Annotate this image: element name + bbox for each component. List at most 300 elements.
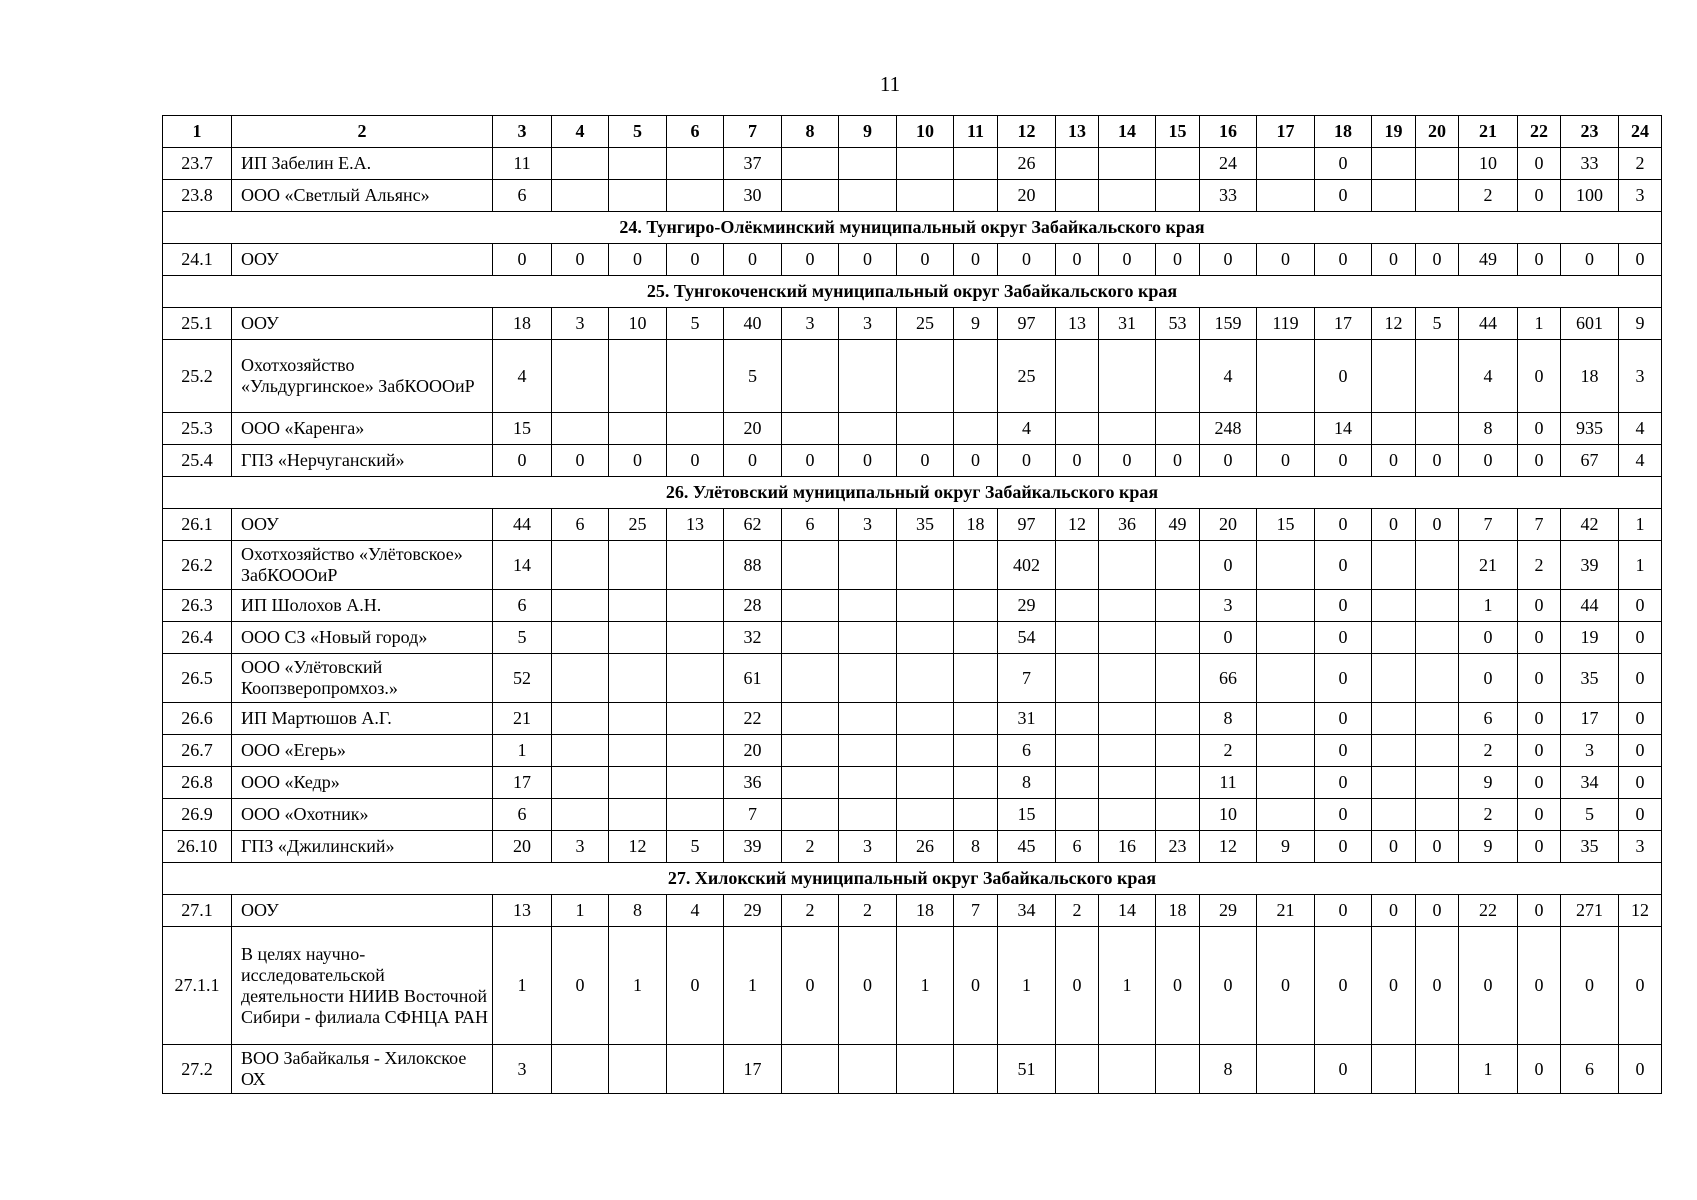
value-cell: 5 — [667, 308, 724, 340]
value-cell: 9 — [1619, 308, 1662, 340]
value-cell: 22 — [1459, 895, 1518, 927]
table-row — [163, 622, 1662, 654]
value-cell — [1372, 703, 1416, 735]
value-cell — [897, 590, 954, 622]
value-cell: 0 — [1561, 244, 1619, 276]
value-cell — [1156, 799, 1200, 831]
value-cell — [1372, 180, 1416, 212]
value-cell: 4 — [1200, 340, 1257, 413]
value-cell: 11 — [493, 148, 552, 180]
value-cell: 45 — [998, 831, 1056, 863]
value-cell: 0 — [1200, 927, 1257, 1045]
row-number-cell: 27.1 — [163, 895, 232, 927]
value-cell: 159 — [1200, 308, 1257, 340]
value-cell: 248 — [1200, 413, 1257, 445]
value-cell — [609, 703, 667, 735]
value-cell: 6 — [1056, 831, 1099, 863]
row-number-cell: 25.2 — [163, 340, 232, 413]
value-cell — [667, 767, 724, 799]
value-cell: 8 — [998, 767, 1056, 799]
value-cell — [1257, 735, 1315, 767]
value-cell — [782, 622, 839, 654]
organization-name-cell: ООУ — [232, 308, 493, 340]
value-cell: 0 — [1518, 895, 1561, 927]
value-cell: 2 — [1200, 735, 1257, 767]
value-cell: 31 — [1099, 308, 1156, 340]
value-cell — [1372, 654, 1416, 703]
organization-name-cell: ВОО Забайкалья - Хилокское ОХ — [232, 1045, 493, 1094]
value-cell: 1 — [897, 927, 954, 1045]
value-cell: 0 — [724, 445, 782, 477]
value-cell — [552, 622, 609, 654]
value-cell: 8 — [1200, 703, 1257, 735]
value-cell: 51 — [998, 1045, 1056, 1094]
value-cell: 0 — [1099, 445, 1156, 477]
column-header: 21 — [1459, 116, 1518, 148]
value-cell: 2 — [782, 895, 839, 927]
value-cell: 12 — [609, 831, 667, 863]
value-cell: 3 — [839, 831, 897, 863]
value-cell — [1156, 590, 1200, 622]
value-cell: 271 — [1561, 895, 1619, 927]
value-cell — [954, 413, 998, 445]
value-cell: 32 — [724, 622, 782, 654]
value-cell — [1372, 1045, 1416, 1094]
value-cell: 0 — [1518, 767, 1561, 799]
column-header: 12 — [998, 116, 1056, 148]
value-cell: 4 — [1459, 340, 1518, 413]
value-cell: 0 — [1619, 767, 1662, 799]
value-cell: 0 — [1315, 927, 1372, 1045]
value-cell: 0 — [1518, 445, 1561, 477]
value-cell: 0 — [1056, 927, 1099, 1045]
value-cell — [1416, 654, 1459, 703]
value-cell — [1156, 340, 1200, 413]
organization-name-cell: ООУ — [232, 509, 493, 541]
value-cell: 0 — [609, 244, 667, 276]
value-cell — [552, 1045, 609, 1094]
column-header: 4 — [552, 116, 609, 148]
value-cell: 52 — [493, 654, 552, 703]
value-cell: 0 — [724, 244, 782, 276]
value-cell: 0 — [1372, 927, 1416, 1045]
value-cell: 0 — [1257, 244, 1315, 276]
table-row — [163, 509, 1662, 541]
row-number-cell: 23.7 — [163, 148, 232, 180]
value-cell: 13 — [493, 895, 552, 927]
value-cell — [667, 148, 724, 180]
value-cell: 3 — [1200, 590, 1257, 622]
value-cell: 25 — [998, 340, 1056, 413]
value-cell: 0 — [1200, 244, 1257, 276]
value-cell: 0 — [1257, 445, 1315, 477]
value-cell: 10 — [1200, 799, 1257, 831]
value-cell: 0 — [839, 445, 897, 477]
value-cell: 12 — [1056, 509, 1099, 541]
organization-name-cell: В целях научно-исследовательской деятельности НИИВ Восточной Сибири - филиала СФНЦА РАН — [232, 927, 493, 1045]
value-cell: 62 — [724, 509, 782, 541]
value-cell: 0 — [1416, 244, 1459, 276]
value-cell — [1416, 799, 1459, 831]
value-cell — [1372, 735, 1416, 767]
column-header: 24 — [1619, 116, 1662, 148]
value-cell — [782, 148, 839, 180]
column-header: 2 — [232, 116, 493, 148]
value-cell: 2 — [1459, 180, 1518, 212]
value-cell — [1056, 413, 1099, 445]
value-cell: 0 — [1372, 509, 1416, 541]
value-cell: 1 — [1459, 590, 1518, 622]
value-cell: 0 — [552, 445, 609, 477]
value-cell: 8 — [609, 895, 667, 927]
row-number-cell: 25.3 — [163, 413, 232, 445]
value-cell — [782, 590, 839, 622]
value-cell — [609, 1045, 667, 1094]
value-cell — [782, 1045, 839, 1094]
value-cell — [667, 799, 724, 831]
value-cell — [1156, 735, 1200, 767]
value-cell: 35 — [1561, 654, 1619, 703]
value-cell — [667, 413, 724, 445]
value-cell: 17 — [1561, 703, 1619, 735]
value-cell — [1156, 654, 1200, 703]
value-cell: 0 — [998, 445, 1056, 477]
value-cell: 7 — [1518, 509, 1561, 541]
value-cell — [1099, 541, 1156, 590]
organization-name-cell: ГПЗ «Джилинский» — [232, 831, 493, 863]
value-cell — [897, 799, 954, 831]
value-cell: 88 — [724, 541, 782, 590]
value-cell: 28 — [724, 590, 782, 622]
value-cell: 14 — [1315, 413, 1372, 445]
value-cell — [1416, 767, 1459, 799]
row-number-cell: 26.9 — [163, 799, 232, 831]
value-cell: 0 — [1315, 1045, 1372, 1094]
value-cell: 0 — [1619, 927, 1662, 1045]
row-number-cell: 26.4 — [163, 622, 232, 654]
value-cell: 6 — [1459, 703, 1518, 735]
value-cell — [609, 654, 667, 703]
value-cell — [552, 590, 609, 622]
table-body — [163, 148, 1662, 1094]
value-cell: 0 — [1459, 622, 1518, 654]
value-cell — [954, 767, 998, 799]
organization-name-cell: ООО СЗ «Новый город» — [232, 622, 493, 654]
value-cell: 7 — [954, 895, 998, 927]
value-cell — [782, 799, 839, 831]
value-cell — [782, 180, 839, 212]
value-cell: 10 — [1459, 148, 1518, 180]
value-cell — [609, 767, 667, 799]
value-cell: 67 — [1561, 445, 1619, 477]
value-cell: 0 — [1619, 244, 1662, 276]
value-cell: 17 — [724, 1045, 782, 1094]
value-cell — [1416, 541, 1459, 590]
value-cell: 0 — [1315, 340, 1372, 413]
value-cell — [552, 799, 609, 831]
value-cell: 97 — [998, 509, 1056, 541]
value-cell — [839, 541, 897, 590]
value-cell — [1416, 148, 1459, 180]
value-cell: 100 — [1561, 180, 1619, 212]
value-cell — [1156, 180, 1200, 212]
value-cell — [1056, 735, 1099, 767]
value-cell — [1056, 148, 1099, 180]
row-number-cell: 26.8 — [163, 767, 232, 799]
value-cell: 0 — [1518, 413, 1561, 445]
value-cell — [954, 703, 998, 735]
value-cell: 0 — [609, 445, 667, 477]
value-cell — [839, 767, 897, 799]
value-cell — [552, 654, 609, 703]
table-row — [163, 541, 1662, 590]
value-cell: 25 — [897, 308, 954, 340]
value-cell: 7 — [1459, 509, 1518, 541]
value-cell: 0 — [897, 445, 954, 477]
section-title: 25. Тунгокоченский муниципальный округ Забайкальского края — [163, 276, 1662, 308]
value-cell — [609, 799, 667, 831]
column-header: 8 — [782, 116, 839, 148]
value-cell: 5 — [1416, 308, 1459, 340]
value-cell: 44 — [1459, 308, 1518, 340]
value-cell — [1416, 340, 1459, 413]
row-number-cell: 26.1 — [163, 509, 232, 541]
column-header: 17 — [1257, 116, 1315, 148]
value-cell: 40 — [724, 308, 782, 340]
value-cell: 6 — [493, 590, 552, 622]
value-cell — [897, 180, 954, 212]
table-row — [163, 927, 1662, 1045]
value-cell — [1372, 590, 1416, 622]
column-header: 11 — [954, 116, 998, 148]
value-cell: 0 — [1315, 799, 1372, 831]
value-cell: 0 — [1518, 831, 1561, 863]
value-cell: 39 — [724, 831, 782, 863]
value-cell — [552, 180, 609, 212]
value-cell: 29 — [998, 590, 1056, 622]
value-cell: 3 — [839, 308, 897, 340]
organization-name-cell: ООУ — [232, 244, 493, 276]
value-cell — [897, 654, 954, 703]
value-cell — [1416, 180, 1459, 212]
column-header: 23 — [1561, 116, 1619, 148]
organization-name-cell: ИП Мартюшов А.Г. — [232, 703, 493, 735]
value-cell: 15 — [998, 799, 1056, 831]
table-row — [163, 445, 1662, 477]
value-cell — [1257, 767, 1315, 799]
row-number-cell: 26.5 — [163, 654, 232, 703]
column-header: 19 — [1372, 116, 1416, 148]
value-cell: 15 — [1257, 509, 1315, 541]
value-cell: 0 — [1619, 799, 1662, 831]
value-cell: 0 — [1315, 445, 1372, 477]
value-cell: 3 — [552, 308, 609, 340]
column-header: 16 — [1200, 116, 1257, 148]
value-cell — [552, 413, 609, 445]
value-cell: 0 — [1416, 895, 1459, 927]
table-row — [163, 767, 1662, 799]
value-cell: 0 — [1518, 927, 1561, 1045]
value-cell: 1 — [1459, 1045, 1518, 1094]
section-heading-row — [163, 276, 1662, 308]
table-row — [163, 340, 1662, 413]
value-cell — [1257, 1045, 1315, 1094]
value-cell: 1 — [1099, 927, 1156, 1045]
value-cell — [839, 148, 897, 180]
value-cell: 0 — [1619, 654, 1662, 703]
value-cell — [1416, 1045, 1459, 1094]
value-cell — [782, 654, 839, 703]
value-cell — [609, 735, 667, 767]
value-cell — [1372, 148, 1416, 180]
value-cell: 0 — [1315, 180, 1372, 212]
value-cell — [1257, 180, 1315, 212]
value-cell: 1 — [609, 927, 667, 1045]
value-cell — [667, 180, 724, 212]
column-header: 14 — [1099, 116, 1156, 148]
value-cell: 1 — [552, 895, 609, 927]
row-number-cell: 26.10 — [163, 831, 232, 863]
value-cell — [552, 148, 609, 180]
value-cell — [1257, 703, 1315, 735]
value-cell — [667, 654, 724, 703]
value-cell — [1257, 541, 1315, 590]
value-cell: 6 — [493, 180, 552, 212]
value-cell — [1156, 148, 1200, 180]
value-cell — [1372, 767, 1416, 799]
value-cell: 5 — [493, 622, 552, 654]
value-cell — [609, 340, 667, 413]
value-cell: 0 — [1315, 509, 1372, 541]
value-cell — [839, 340, 897, 413]
value-cell: 0 — [839, 927, 897, 1045]
value-cell: 18 — [954, 509, 998, 541]
value-cell: 54 — [998, 622, 1056, 654]
value-cell — [1257, 340, 1315, 413]
column-header: 5 — [609, 116, 667, 148]
value-cell: 0 — [1156, 244, 1200, 276]
organization-name-cell: ООУ — [232, 895, 493, 927]
value-cell: 0 — [782, 927, 839, 1045]
value-cell: 0 — [1372, 244, 1416, 276]
value-cell: 21 — [1459, 541, 1518, 590]
table-row — [163, 244, 1662, 276]
table-row — [163, 735, 1662, 767]
value-cell: 0 — [1200, 622, 1257, 654]
value-cell: 2 — [839, 895, 897, 927]
value-cell — [1156, 622, 1200, 654]
value-cell — [1257, 622, 1315, 654]
value-cell — [1099, 413, 1156, 445]
value-cell: 7 — [998, 654, 1056, 703]
section-title: 27. Хилокский муниципальный округ Забайкальского края — [163, 863, 1662, 895]
row-number-cell: 23.8 — [163, 180, 232, 212]
organization-name-cell: ГПЗ «Нерчуганский» — [232, 445, 493, 477]
organization-name-cell: ООО «Егерь» — [232, 735, 493, 767]
value-cell — [782, 735, 839, 767]
value-cell: 18 — [1156, 895, 1200, 927]
value-cell: 3 — [782, 308, 839, 340]
value-cell: 31 — [998, 703, 1056, 735]
value-cell — [897, 703, 954, 735]
value-cell — [667, 1045, 724, 1094]
value-cell: 4 — [667, 895, 724, 927]
value-cell: 2 — [1056, 895, 1099, 927]
value-cell — [667, 541, 724, 590]
value-cell: 9 — [1459, 831, 1518, 863]
value-cell: 10 — [609, 308, 667, 340]
value-cell: 2 — [1459, 799, 1518, 831]
value-cell — [1099, 1045, 1156, 1094]
value-cell: 12 — [1200, 831, 1257, 863]
value-cell — [897, 541, 954, 590]
value-cell — [1099, 654, 1156, 703]
table-row — [163, 180, 1662, 212]
value-cell — [1056, 340, 1099, 413]
value-cell — [552, 767, 609, 799]
value-cell: 0 — [839, 244, 897, 276]
value-cell: 0 — [1416, 831, 1459, 863]
value-cell: 0 — [782, 244, 839, 276]
value-cell — [1257, 799, 1315, 831]
value-cell — [667, 703, 724, 735]
column-header: 15 — [1156, 116, 1200, 148]
value-cell: 6 — [552, 509, 609, 541]
value-cell: 5 — [1561, 799, 1619, 831]
row-number-cell: 26.7 — [163, 735, 232, 767]
value-cell: 19 — [1561, 622, 1619, 654]
value-cell: 14 — [493, 541, 552, 590]
value-cell — [609, 590, 667, 622]
value-cell: 3 — [1619, 340, 1662, 413]
value-cell — [1099, 799, 1156, 831]
value-cell: 1 — [493, 735, 552, 767]
table-row — [163, 1045, 1662, 1094]
column-header: 22 — [1518, 116, 1561, 148]
value-cell: 0 — [493, 244, 552, 276]
value-cell — [1056, 541, 1099, 590]
value-cell: 42 — [1561, 509, 1619, 541]
value-cell: 9 — [1257, 831, 1315, 863]
value-cell: 18 — [1561, 340, 1619, 413]
value-cell: 0 — [1315, 831, 1372, 863]
value-cell: 4 — [1619, 445, 1662, 477]
value-cell — [1056, 590, 1099, 622]
value-cell — [1416, 735, 1459, 767]
row-number-cell: 26.2 — [163, 541, 232, 590]
value-cell — [954, 148, 998, 180]
value-cell — [552, 735, 609, 767]
value-cell: 3 — [1619, 180, 1662, 212]
value-cell: 0 — [1200, 445, 1257, 477]
value-cell: 0 — [1619, 735, 1662, 767]
value-cell: 3 — [1561, 735, 1619, 767]
value-cell: 0 — [1315, 654, 1372, 703]
value-cell: 5 — [667, 831, 724, 863]
value-cell — [954, 735, 998, 767]
value-cell: 49 — [1459, 244, 1518, 276]
value-cell: 1 — [998, 927, 1056, 1045]
value-cell — [839, 413, 897, 445]
value-cell: 0 — [1518, 654, 1561, 703]
value-cell — [954, 340, 998, 413]
value-cell: 8 — [1459, 413, 1518, 445]
value-cell — [839, 590, 897, 622]
value-cell — [1416, 413, 1459, 445]
value-cell: 0 — [1459, 927, 1518, 1045]
value-cell: 0 — [552, 244, 609, 276]
value-cell: 11 — [1200, 767, 1257, 799]
